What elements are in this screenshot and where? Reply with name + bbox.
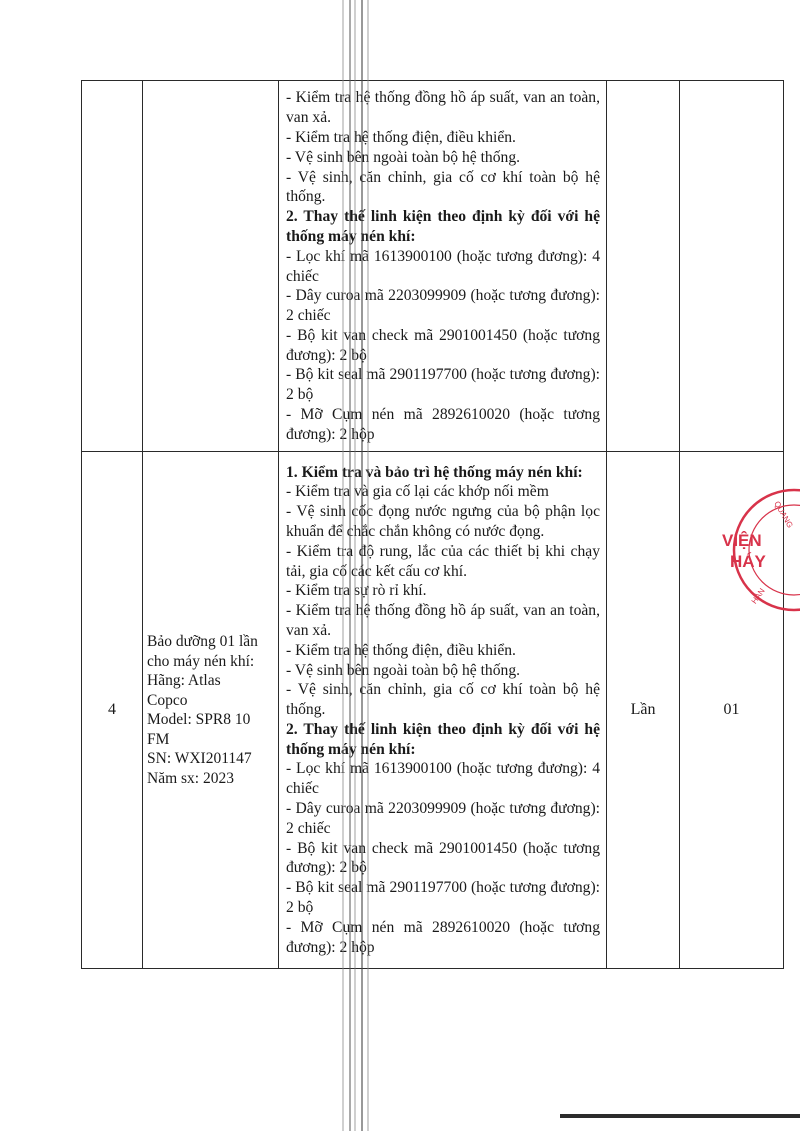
item-name-line: cho máy nén khí: (147, 652, 255, 670)
list-item: - Dây curoa mã 2203099909 (hoặc tương đương): 2 chiếc (286, 800, 600, 837)
list-item: - Kiểm tra hệ thống điện, điều khiển. (286, 641, 516, 659)
list-item: - Bộ kit van check mã 2901001450 (hoặc tương đương): 2 bộ (286, 839, 600, 877)
stt-cell (82, 452, 143, 969)
list-item: - Kiểm tra sự rò rỉ khí. (286, 582, 427, 600)
item-name-text (147, 632, 274, 788)
stamp-text: HÁY (730, 552, 766, 571)
list-item: - Bộ kit seal mã 2901197700 (hoặc tương đương): 2 bộ (286, 366, 600, 404)
item-name-line: Model: SPR8 10 (147, 711, 251, 728)
list-item: - Bộ kit van check mã 2901001450 (hoặc tương đương): 2 bộ (286, 326, 600, 364)
list-item: - Dây curoa mã 2203099909 (hoặc tương đương): 2 chiếc (286, 287, 600, 325)
list-item: - Mỡ Cụm nén mã 2892610020 (hoặc tương đương): 2 hộp (286, 918, 600, 956)
stt-cell (82, 81, 143, 452)
quantity-cell (680, 81, 784, 452)
list-item: - Kiểm tra độ rung, lắc của các thiết bị khi chạy tải, gia cố các kết cấu cơ khí. (286, 542, 600, 580)
stamp-text: QUANG (772, 499, 795, 530)
list-item: - Vệ sinh bên ngoài toàn bộ hệ thống. (286, 661, 521, 679)
list-item: - Lọc khí mã 1613900100 (hoặc tương đương): 4 chiếc (286, 247, 600, 285)
list-item: - Vệ sinh, căn chỉnh, gia cố cơ khí toàn bộ hệ thống. (286, 168, 600, 206)
stamp-text: HÀN (749, 586, 767, 606)
list-item: - Vệ sinh bên ngoài toàn bộ hệ thống. (286, 148, 521, 166)
list-item: - Lọc khí mã 1613900100 (hoặc tương đương): 4 chiếc (286, 760, 600, 798)
item-name-line: FM (147, 730, 170, 748)
bottom-edge-rule (560, 1114, 800, 1118)
description-cell (279, 452, 607, 969)
list-item: - Mỡ Cụm nén mã 2892610020 (hoặc tương đương): 2 hộp (286, 406, 600, 443)
table-row (82, 452, 784, 969)
item-name-line: SN: WXI201147 (147, 750, 252, 767)
item-name-line: Bảo dưỡng 01 lần (147, 633, 258, 650)
stt-value: 4 (108, 701, 116, 718)
unit-value: Lần (630, 701, 656, 718)
item-name-line: Năm sx: 2023 (147, 769, 234, 787)
description-text (279, 463, 606, 958)
red-seal-stamp (716, 480, 800, 620)
list-item: - Bộ kit seal mã 2901197700 (hoặc tương đương): 2 bộ (286, 879, 600, 917)
list-item: - Kiểm tra hệ thống đồng hồ áp suất, van an toàn, van xả. (286, 89, 600, 127)
unit-cell (607, 81, 680, 452)
item-name-line: Copco (147, 691, 188, 709)
list-item: - Kiểm tra và gia cố lại các khớp nối mềm (286, 483, 549, 501)
list-item: - Vệ sinh cốc đọng nước ngưng của bộ phận lọc khuẩn để chắc chắn không có nước đọng. (286, 503, 600, 540)
unit-cell (607, 452, 680, 969)
quantity-value: 01 (723, 701, 740, 718)
description-text (279, 87, 606, 444)
list-item: - Vệ sinh, căn chỉnh, gia cố cơ khí toàn bộ hệ thống. (286, 681, 600, 719)
item-name-cell (143, 81, 279, 452)
list-item: - Kiểm tra hệ thống điện, điều khiển. (286, 128, 516, 146)
section-heading: 2. Thay thế linh kiện theo định kỳ đối với hệ thống máy nén khí: (286, 720, 600, 758)
list-item: - Kiểm tra hệ thống đồng hồ áp suất, van an toàn, van xả. (286, 602, 600, 639)
stamp-text: VIỆN (722, 531, 762, 550)
section-heading: 1. Kiểm tra và bảo trì hệ thống máy nén khí: (286, 463, 583, 481)
description-cell (279, 81, 607, 452)
item-name-cell (143, 452, 279, 969)
maintenance-table (81, 80, 784, 969)
item-name-line: Hãng: Atlas (147, 672, 221, 689)
section-heading: 2. Thay thế linh kiện theo định kỳ đối với hệ thống máy nén khí: (286, 208, 600, 245)
table-row (82, 81, 784, 452)
